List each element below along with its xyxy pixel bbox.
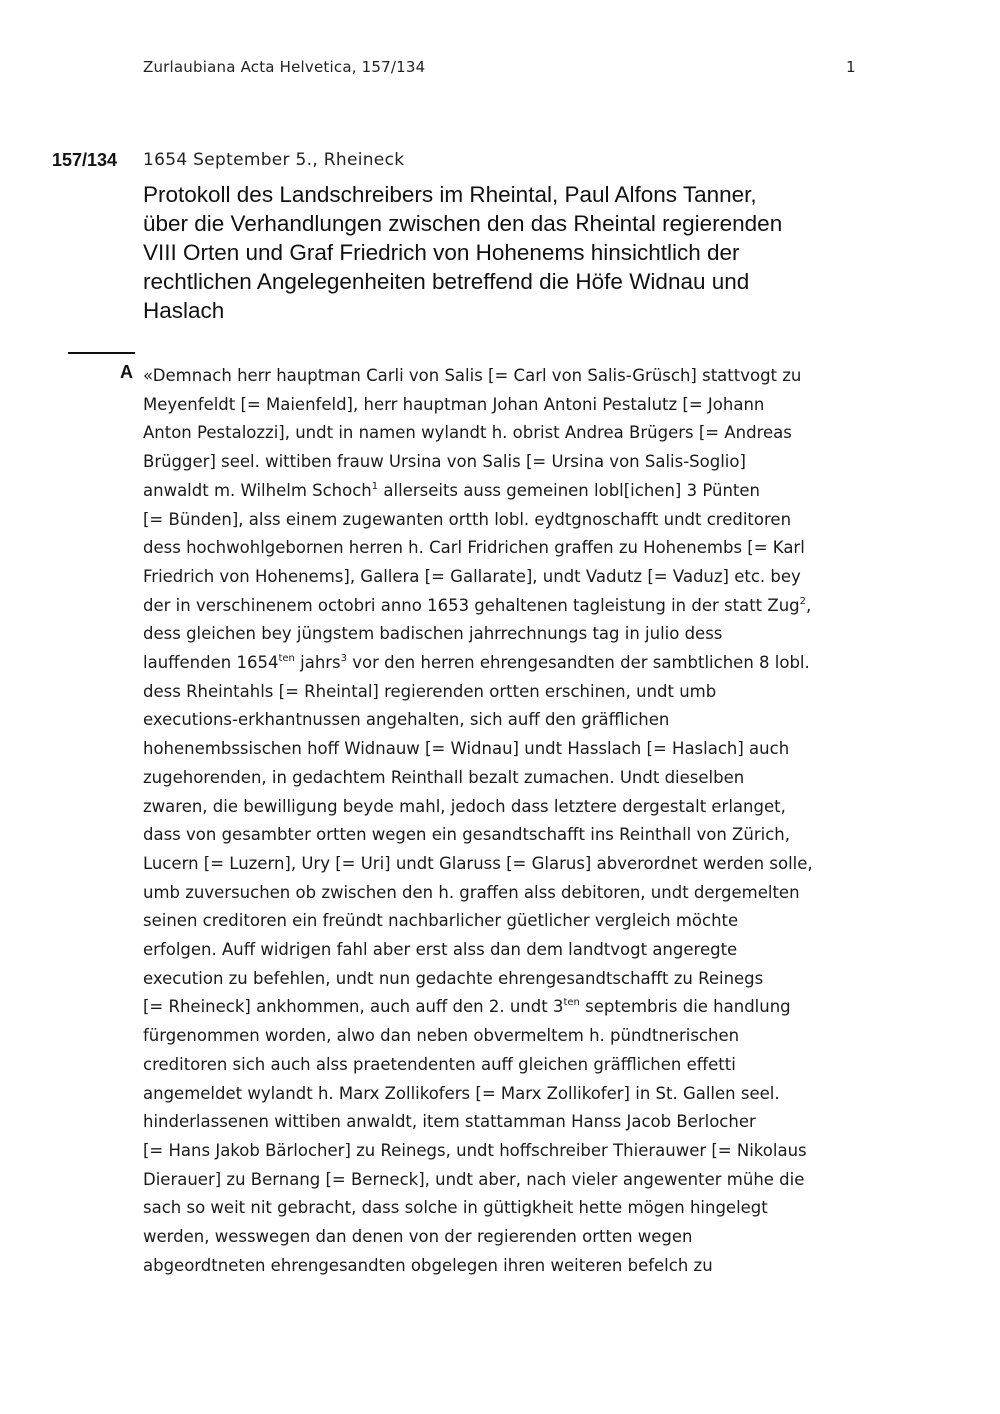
document-number: 157/134 [52, 150, 118, 170]
body-line [143, 477, 873, 506]
body-line: hinderlassenen wittiben anwaldt, item stattamman Hanss Jacob Berlocher [143, 1112, 756, 1132]
body-text-segment: , [806, 595, 812, 615]
body-text-segment: allerseits auss gemeinen lobl[ichen] 3 Pünten [378, 480, 760, 500]
body-line: sach so weit nit gebracht, dass solche in güttigkheit hette mögen hingelegt [143, 1198, 768, 1218]
body-text-segment: lauffenden 1654 [143, 653, 279, 673]
body-line: [= Hans Jakob Bärlocher] zu Reinegs, undt hoffschreiber Thierauwer [= Nikolaus [143, 1140, 807, 1160]
body-line: dess hochwohlgebornen herren h. Carl Fridrichen graffen zu Hohenembs [= Karl [143, 538, 805, 558]
body-line: hohenembssischen hoff Widnauw [= Widnau] undt Hasslach [= Haslach] auch [143, 739, 790, 759]
body-text-segment: jahrs [294, 653, 341, 673]
body-line: erfolgen. Auff widrigen fahl aber erst alss dan dem landtvogt angeregte [143, 940, 738, 960]
body-line: execution zu befehlen, undt nun gedachte ehrengesandtschafft zu Reinegs [143, 968, 764, 988]
running-header-title: Zurlaubiana Acta Helvetica, 157/134 [143, 58, 426, 76]
body-line: dass von gesambter ortten wegen ein gesandtschafft ins Reinthall von Zürich, [143, 825, 790, 845]
body-text-segment: [= Rheineck] ankhommen, auch auff den 2. undt 3 [143, 997, 564, 1017]
body-text-segment: vor den herren ehrengesandten der sambtlichen 8 lobl. [347, 653, 810, 673]
witness-sigil: A [120, 362, 133, 382]
body-line [143, 592, 873, 621]
body-line: «Demnach herr hauptman Carli von Salis [= Carl von Salis-Grüsch] stattvogt zu [143, 366, 802, 385]
body-line: zwaren, die bewilligung beyde mahl, jedoch dass letztere dergestalt erlanget, [143, 796, 786, 816]
document-date-place: 1654 September 5., Rheineck [143, 150, 405, 170]
footnote-marker: 3 [340, 653, 348, 665]
body-line [143, 993, 873, 1022]
body-line: Friedrich von Hohenems], Gallera [= Gallarate], undt Vadutz [= Vaduz] etc. bey [143, 566, 801, 586]
body-line: werden, wesswegen dan denen von der regierenden ortten wegen [143, 1227, 693, 1247]
footnote-marker: 2 [799, 595, 806, 607]
page-number: 1 [846, 58, 856, 76]
body-line: executions-erkhantnussen angehalten, sich auff den gräfflichen [143, 710, 670, 730]
transcription-body [143, 362, 873, 1281]
body-line: zugehorenden, in gedachtem Reinthall bezalt zumachen. Undt dieselben [143, 767, 745, 787]
body-line: Lucern [= Luzern], Ury [= Uri] undt Glaruss [= Glarus] abverordnet werden solle, [143, 853, 813, 873]
body-line: Anton Pestalozzi], undt in namen wylandt h. obrist Andrea Brügers [= Andreas [143, 423, 792, 443]
document-title-line: Haslach [143, 298, 225, 323]
document-title [143, 180, 843, 325]
body-line [143, 649, 873, 678]
body-text-segment: anwaldt m. Wilhelm Schoch [143, 480, 372, 500]
body-text-segment: septembris die handlung [579, 997, 791, 1017]
footnote-marker: 1 [371, 480, 379, 492]
body-line: creditoren sich auch alss praetendenten auff gleichen gräfflichen effetti [143, 1054, 736, 1074]
section-divider [68, 352, 135, 354]
body-text-segment: der in verschinenem octobri anno 1653 gehaltenen tagleistung in der statt Zug [143, 595, 800, 615]
document-title-line: VIII Orten und Graf Friedrich von Hohenems hinsichtlich der [143, 240, 740, 265]
body-line: Dierauer] zu Bernang [= Berneck], undt aber, nach vieler angewenter mühe die [143, 1169, 805, 1189]
body-line: dess gleichen bey jüngstem badischen jahrrechnungs tag in julio dess [143, 624, 723, 644]
document-title-line: Protokoll des Landschreibers im Rheintal, Paul Alfons Tanner, [143, 182, 757, 207]
ordinal-superscript: ten [278, 653, 295, 665]
body-line: dess Rheintahls [= Rheintal] regierenden ortten erschinen, undt umb [143, 681, 717, 701]
body-line: abgeordtneten ehrengesandten obgelegen ihren weiteren befelch zu [143, 1255, 713, 1275]
body-line: umb zuversuchen ob zwischen den h. graffen alss debitoren, undt dergemelten [143, 882, 800, 902]
body-line: angemeldet wylandt h. Marx Zollikofers [= Marx Zollikofer] in St. Gallen seel. [143, 1083, 780, 1103]
body-line: Brügger] seel. wittiben frauw Ursina von Salis [= Ursina von Salis-Soglio] [143, 452, 746, 472]
body-line: Meyenfeldt [= Maienfeld], herr hauptman Johan Antoni Pestalutz [= Johann [143, 394, 765, 414]
document-title-line: über die Verhandlungen zwischen den das Rheintal regierenden [143, 211, 783, 236]
body-line: [= Bünden], alss einem zugewanten ortth lobl. eydtgnoschafft undt creditoren [143, 509, 792, 529]
ordinal-superscript: ten [563, 997, 580, 1009]
body-line: fürgenommen worden, alwo dan neben obvermeltem h. pündtnerischen [143, 1026, 740, 1046]
document-title-line: rechtlichen Angelegenheiten betreffend die Höfe Widnau und [143, 269, 750, 294]
body-line: seinen creditoren ein freündt nachbarlicher güetlicher vergleich möchte [143, 911, 739, 931]
